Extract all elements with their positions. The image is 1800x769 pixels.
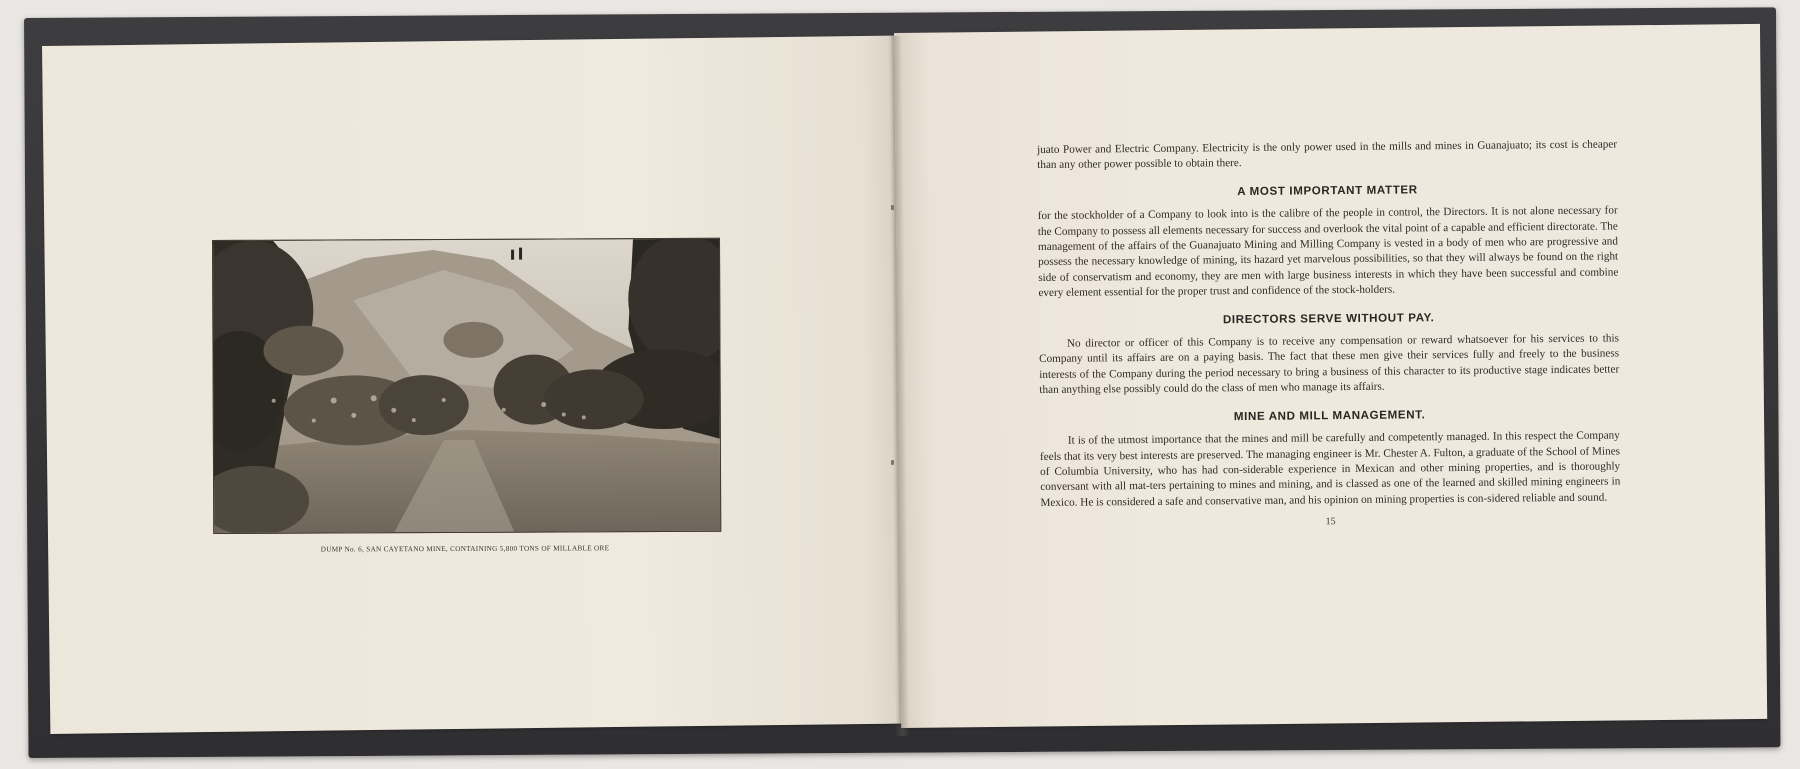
section-paragraph: No director or officer of this Company is to receive any compensation or reward whatsoever for his services to this Company until its affairs are on a paying basis. The fact that these men give their services fully and freely to the business interests of the Company during the period necessary to bring a business of this character to its productive stage indicates better than anything else possibly could do the class of men who manage its affairs. (1039, 332, 1620, 397)
section-paragraph: for the stockholder of a Company to look into is the calibre of the people in control, the Directors. It is not alone necessary for the Company to possess all elements necessary for success and overlook the vital point of a capable and efficient directorate. The management of the affairs of the Guanajuato Mining and Milling Company is vested in a body of men who are progressive and possess the necessary knowledge of mining, its hazard yet marvelous possibilities, so that they will always be found on the right side of conservatism and economy, they are men with large business interests in which they have been successful and combine every element essential for the proper trust and confidence of the stock-holders. (1037, 204, 1619, 300)
photo-caption: DUMP No. 6, SAN CAYETANO MINE, CONTAINING 5,800 TONS OF MILLABLE ORE (320, 544, 610, 554)
section-heading: MINE AND MILL MANAGEMENT. (1233, 407, 1426, 423)
staple-top (891, 205, 894, 210)
page-number: 15 (1325, 516, 1336, 528)
section-paragraph: It is of the utmost importance that the mines and mill be carefully and competently managed. In this respect the Company feels that its very best interests are preserved. The managing engineer is Mr. Chester A. Fulton, a graduate of the School of Mines of Columbia University, who has had con-siderable experience in Mexican and other mining properties, and is thoroughly conversant with all mat-ters pertaining to mines and mining, and is classed as one of the learned and skilled mining engineers in Mexico. He is considered a safe and conservative man, and his opinion on mining properties is con-sidered reliable and sound. (1039, 429, 1621, 509)
section-heading: A MOST IMPORTANT MATTER (1237, 183, 1418, 198)
mine-dump-photo (212, 238, 721, 534)
staple-bottom (891, 460, 894, 465)
right-page-text (1037, 137, 1621, 532)
photo-image (213, 239, 720, 533)
intro-paragraph: juato Power and Electric Company. Electricity is the only power used in the mills and mines in Guanajuato; its cost is cheaper than any other power possible to obtain there. (1037, 138, 1618, 172)
section-heading: DIRECTORS SERVE WITHOUT PAY. (1222, 310, 1435, 326)
